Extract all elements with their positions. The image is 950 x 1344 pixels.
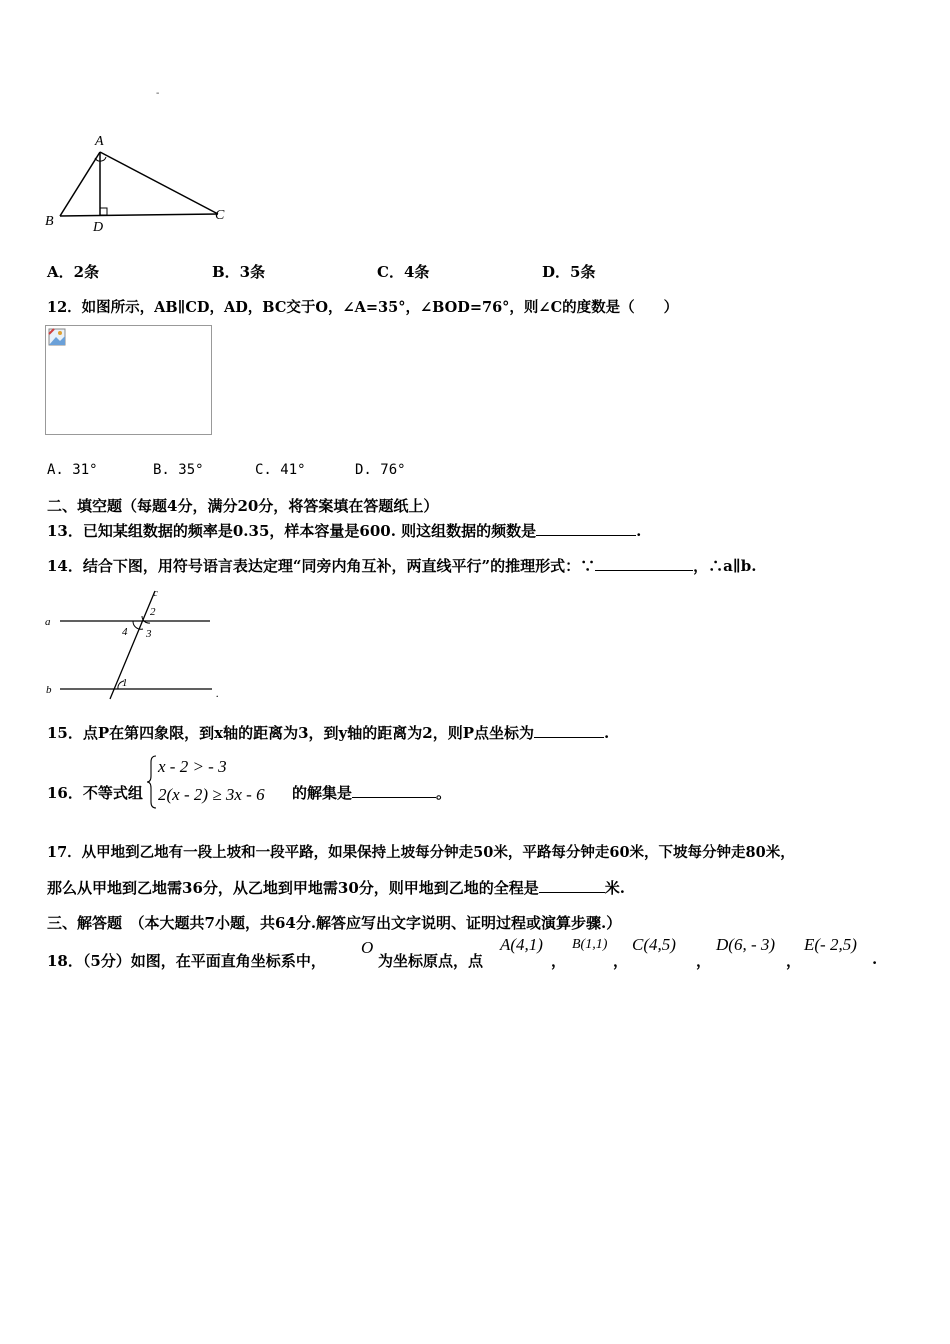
q14-text: 14．结合下图，用符号语言表达定理“同旁内角互补，两直线平行”的推理形式：∵ — [47, 557, 596, 575]
q11-option-b: B．3条 — [212, 263, 266, 281]
label-C: C — [215, 208, 225, 223]
q16-end: 。 — [436, 784, 452, 802]
q17-end: 米. — [604, 879, 625, 897]
q12-option-a: A. 31° — [47, 462, 98, 478]
q17-text: 那么从甲地到乙地需36分，从乙地到甲地需30分，则甲地到乙地的全程是 — [47, 879, 539, 897]
q18-point-b: B(1,1) — [572, 937, 608, 952]
q17-line2 — [47, 877, 625, 898]
broken-image-icon — [48, 328, 66, 346]
label-a: a — [45, 616, 51, 628]
q16-suffix: 的解集是 — [292, 784, 353, 802]
label-c: c — [153, 587, 158, 599]
q15 — [47, 722, 609, 743]
q18-point-d: D(6, - 3) — [716, 935, 776, 954]
label-A: A — [95, 134, 104, 149]
q17-answer-blank[interactable] — [539, 878, 605, 893]
q16-inequality-2: 2(x - 2) ≥ 3x - 6 — [158, 785, 265, 804]
q13-text: 13．已知某组数据的频率是0.35，样本容量是600. 则这组数据的频数是 — [47, 522, 537, 540]
q18-prefix: 18．（5分）如图，在平面直角坐标系中， — [47, 952, 326, 970]
label-4: 4 — [122, 626, 128, 638]
q11-option-a: A．2条 — [47, 263, 100, 281]
label-B: B — [45, 214, 54, 229]
q14 — [47, 555, 757, 576]
q18-origin-O: O — [361, 938, 374, 957]
q12-image-placeholder — [45, 325, 212, 435]
q17-line1: 17．从甲地到乙地有一段上坡和一段平路，如果保持上坡每分钟走50米，平路每分钟走60米，下坡每分钟走80米， — [47, 844, 795, 861]
label-2: 2 — [150, 606, 156, 618]
triangle-figure — [40, 128, 240, 238]
label-D: D — [93, 220, 104, 235]
q18-sep-3: ， — [696, 952, 712, 970]
q14-end: ，∴a∥b. — [693, 557, 757, 575]
q18-point-c: C(4,5) — [632, 935, 676, 954]
section3-title: 三、解答题 （本大题共7小题，共64分.解答应写出文字说明、证明过程或演算步骤.） — [47, 914, 622, 932]
top-mark: - — [156, 88, 160, 99]
q11-option-d: D．5条 — [542, 263, 596, 281]
q18-sep-4: ， — [786, 952, 802, 970]
q13-end: . — [636, 522, 642, 540]
q12-option-b: B. 35° — [153, 462, 204, 478]
label-3: 3 — [146, 628, 152, 640]
q16-answer-blank[interactable] — [352, 783, 436, 798]
q18-mid: 为坐标原点，点 — [378, 952, 484, 970]
q18-end: . — [872, 950, 878, 968]
q12-option-d: D. 76° — [355, 462, 406, 478]
q15-text: 15．点P在第四象限，到x轴的距离为3，到y轴的距离为2，则P点坐标为 — [47, 724, 534, 742]
q18-point-a: A(4,1) — [500, 935, 543, 954]
q13-answer-blank[interactable] — [536, 521, 636, 536]
q14-answer-blank[interactable] — [595, 556, 693, 571]
label-b: b — [46, 684, 52, 696]
q15-answer-blank[interactable] — [534, 723, 604, 738]
q16-inequality-1: x - 2 > - 3 — [158, 757, 227, 776]
parallel-lines-figure — [40, 583, 230, 703]
q18-sep-1: ， — [551, 952, 567, 970]
q16-tail — [292, 782, 451, 803]
label-1: 1 — [122, 677, 128, 689]
q16-brace — [146, 754, 158, 810]
section2-title: 二、填空题（每题4分，满分20分，将答案填在答题纸上） — [47, 497, 439, 515]
q13 — [47, 520, 641, 541]
figure-dot: . — [216, 686, 219, 700]
q15-end: . — [603, 724, 610, 742]
q12-option-c: C. 41° — [255, 462, 306, 478]
q16-prefix: 16．不等式组 — [47, 784, 143, 802]
q18-sep-2: ， — [613, 952, 629, 970]
q12-text: 12．如图所示，AB∥CD，AD，BC交于O，∠A=35°，∠BOD=76°，则∠C的度数是（ ） — [47, 299, 679, 316]
q11-option-c: C．4条 — [377, 263, 430, 281]
q18-point-e: E(- 2,5) — [804, 935, 857, 954]
